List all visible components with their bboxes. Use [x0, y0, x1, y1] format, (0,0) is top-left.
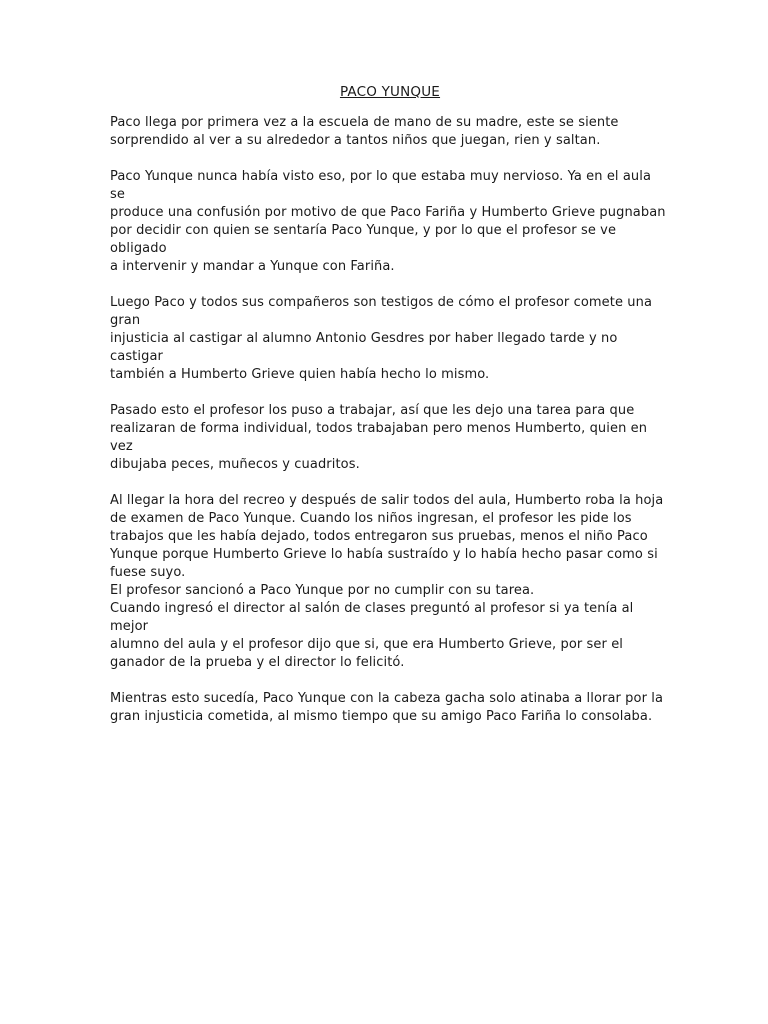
text-line: Yunque porque Humberto Grieve lo había sustraído y lo había hecho pasar como si: [110, 547, 658, 562]
paragraph-4: [110, 402, 670, 474]
paragraph-2: [110, 168, 670, 276]
text-line: Cuando ingresó el director al salón de clases preguntó al profesor si ya tenía al mejor: [110, 601, 634, 634]
text-line: también a Humberto Grieve quien había hecho lo mismo.: [110, 367, 490, 382]
paragraph-3: [110, 294, 670, 384]
document-title: PACO YUNQUE: [339, 84, 441, 100]
text-line: de examen de Paco Yunque. Cuando los niños ingresan, el profesor les pide los: [110, 511, 632, 526]
text-line: fuese suyo.: [110, 565, 186, 580]
text-line: Paco llega por primera vez a la escuela de mano de su madre, este se siente: [110, 115, 619, 130]
text-line: realizaran de forma individual, todos trabajaban pero menos Humberto, quien en vez: [110, 421, 648, 454]
text-line: El profesor sancionó a Paco Yunque por no cumplir con su tarea.: [110, 583, 535, 598]
text-line: sorprendido al ver a su alrededor a tantos niños que juegan, rien y saltan.: [110, 133, 601, 148]
text-line: ganador de la prueba y el director lo felicitó.: [110, 655, 405, 670]
text-line: por decidir con quien se sentaría Paco Yunque, y por lo que el profesor se ve obligado: [110, 223, 617, 256]
paragraph-1: [110, 114, 670, 150]
text-line: alumno del aula y el profesor dijo que si, que era Humberto Grieve, por ser el: [110, 637, 624, 652]
text-line: Luego Paco y todos sus compañeros son testigos de cómo el profesor comete una gran: [110, 295, 653, 328]
text-line: trabajos que les había dejado, todos entregaron sus pruebas, menos el niño Paco: [110, 529, 648, 544]
text-line: Paco Yunque nunca había visto eso, por lo que estaba muy nervioso. Ya en el aula se: [110, 169, 652, 202]
text-line: a intervenir y mandar a Yunque con Fariña.: [110, 259, 395, 274]
paragraph-6: [110, 690, 670, 726]
text-line: Pasado esto el profesor los puso a trabajar, así que les dejo una tarea para que: [110, 403, 635, 418]
paragraph-5: [110, 492, 670, 672]
text-line: gran injusticia cometida, al mismo tiempo que su amigo Paco Fariña lo consolaba.: [110, 709, 653, 724]
text-line: Al llegar la hora del recreo y después de salir todos del aula, Humberto roba la hoja: [110, 493, 664, 508]
text-line: injusticia al castigar al alumno Antonio Gesdres por haber llegado tarde y no castigar: [110, 331, 618, 364]
text-line: Mientras esto sucedía, Paco Yunque con la cabeza gacha solo atinaba a llorar por la: [110, 691, 664, 706]
text-line: dibujaba peces, muñecos y cuadritos.: [110, 457, 360, 472]
document-page: [110, 84, 670, 744]
text-line: produce una confusión por motivo de que Paco Fariña y Humberto Grieve pugnaban: [110, 205, 666, 220]
